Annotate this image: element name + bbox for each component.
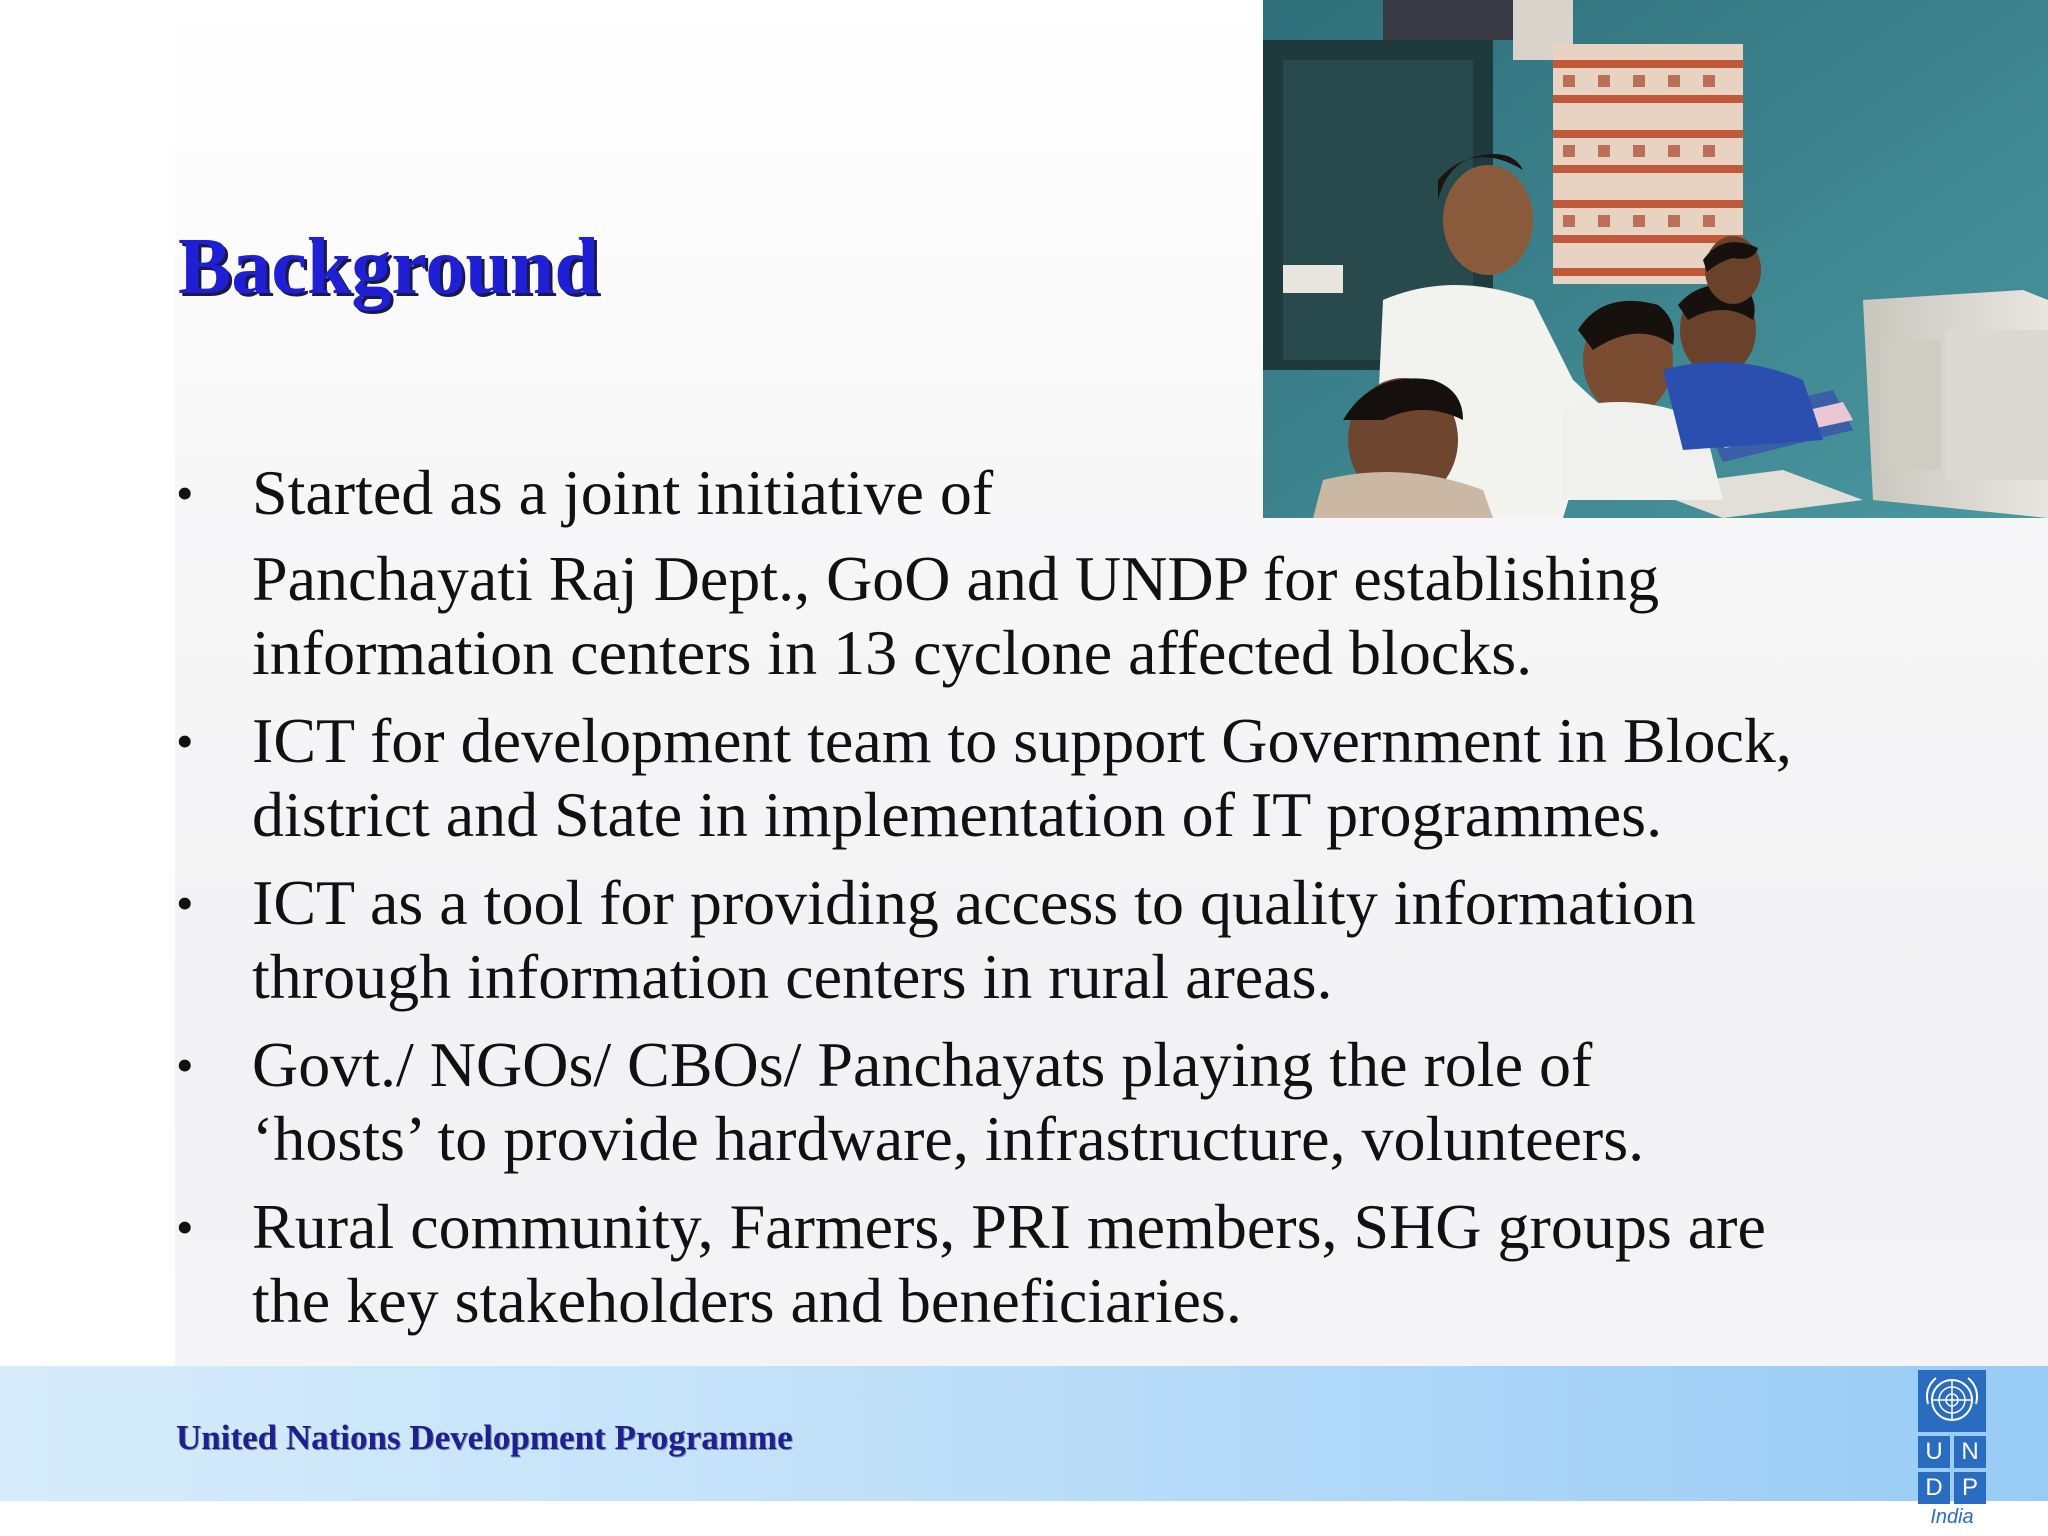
bullet-text-line: Started as a joint initiative of [252, 457, 994, 528]
bullet-item [176, 866, 1916, 1014]
un-emblem-graphic [1918, 1370, 1986, 1432]
bullet-text-line: ICT for development team to support Government in Block, [252, 705, 1792, 776]
bullet-marker: • [176, 465, 194, 521]
bullet-text-line: through information centers in rural areas. [252, 941, 1333, 1012]
bullet-marker: • [176, 1199, 194, 1255]
bullet-text-line: ICT as a tool for providing access to quality information [252, 867, 1696, 938]
logo-row-top [1918, 1436, 1986, 1468]
bullet-list [176, 456, 1916, 1352]
logo-country-label: India [1930, 1506, 1974, 1528]
bullet-text-line: the key stakeholders and beneficiaries. [252, 1265, 1242, 1336]
logo-letter-u: U [1918, 1436, 1950, 1468]
logo-letter-n: N [1954, 1436, 1986, 1468]
bullet-text-line: Rural community, Farmers, PRI members, SHG groups are [252, 1191, 1766, 1262]
undp-logo [1912, 1368, 1992, 1534]
bullet-item [176, 1028, 1916, 1176]
bullet-text-line: information centers in 13 cyclone affected blocks. [252, 617, 1533, 688]
bullet-marker: • [176, 713, 194, 769]
un-emblem-icon [1918, 1370, 1986, 1432]
undp-letter-grid [1918, 1436, 1986, 1508]
bullet-text-line: Govt./ NGOs/ CBOs/ Panchayats playing the role of [252, 1029, 1593, 1100]
logo-letter-d: D [1918, 1472, 1950, 1504]
bullet-item [176, 1190, 1916, 1338]
bullet-marker: • [176, 875, 194, 931]
bullet-text-line: district and State in implementation of IT programmes. [252, 779, 1663, 850]
photo-women-at-computer [1263, 0, 2048, 518]
footer-bottom-strip [0, 1501, 2048, 1536]
bullet-text-line: Panchayati Raj Dept., GoO and UNDP for establishing [252, 543, 1660, 614]
bullet-marker: • [176, 1037, 194, 1093]
photo-illustration [1263, 0, 2048, 518]
logo-letter-p: P [1954, 1472, 1986, 1504]
bullet-item [176, 704, 1916, 852]
bullet-item [176, 456, 1916, 690]
bullet-text-line: ‘hosts’ to provide hardware, infrastructure, volunteers. [252, 1103, 1645, 1174]
logo-row-bottom [1918, 1472, 1986, 1504]
footer-organization-name: United Nations Development Programme [176, 1418, 793, 1457]
slide-title: Background [178, 223, 599, 311]
